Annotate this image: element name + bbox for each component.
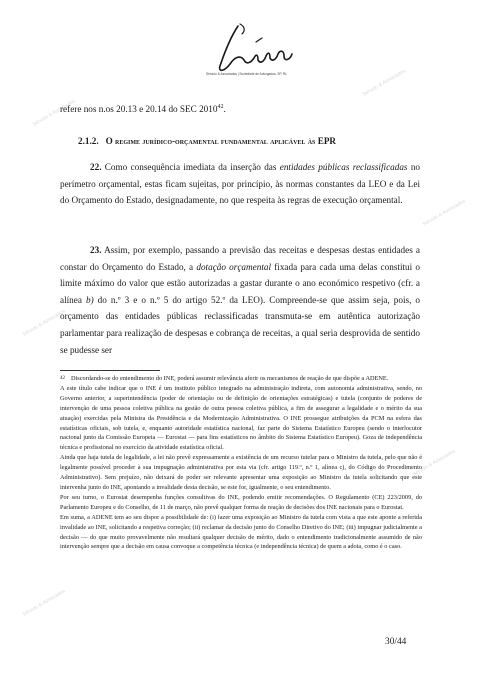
footnote-number: 42 [60, 376, 65, 381]
watermark: Sérvulo & Associados [31, 98, 77, 128]
footnote-text: Em suma, a ADENE tem ao seu dispor a possibilidade de: [60, 513, 210, 521]
paragraph-number: 23. [90, 245, 102, 255]
intro-end: . [223, 104, 226, 114]
footnote-paragraph [60, 513, 422, 553]
section-number: 2.1.2. [78, 136, 99, 146]
heading-prefix: O [105, 136, 113, 146]
intro-text: refere nos n.os 20.13 e 20.14 do SEC 2010 [60, 104, 218, 114]
paragraph-text: Como consequência imediata da inserção das [101, 162, 280, 172]
footnote-paragraph: A este título cabe indicar que o INE é um instituto público integrado na administração indireta, com autonomia administrativa, sendo, no Governo anterior, a superintendência (poder de orientação ou de definição de orientações estratégicas) e tutela (conjunto de poderes de intervenção de uma pessoa coletiva pública na gestão de outra pessoa coletiva pública, a fim de assegurar a legalidade e o mérito da sua atuação) exercidas pela Ministra da Presidência e da Modernização Administrativa. O INE prossegue atribuições da PCM na esfera das estatísticas oficiais, sob tutela, e, enquanto autoridade estatística nacional, faz parte do Sistema Estatístico Europeu (sendo o interlocutor nacional junto da Comissão Europeia — Eurostat — para fins estatísticos no âmbito do Sistema Estatístico Europeu). Goza de independência técnica e profissional no exercício da atividade estatística oficial. [60, 384, 422, 452]
paragraph-emphasis: b) [85, 294, 94, 305]
paragraph-number: 22. [90, 162, 102, 172]
paragraph-text: fixada para cada uma delas constitui o limite máximo do valor que estão autorizadas a gastar durante o ano económico respetivo (cfr. a alínea [60, 261, 420, 305]
section-heading [78, 136, 336, 146]
footnote-ref[interactable]: 42 [217, 103, 224, 110]
paragraph-text: do n.º 3 e o n.º 5 do artigo 52.º da LEO). Compreende-se que assim seja, pois, o orçamento das entidades públicas reclassificadas transmuta-se em autêntica autorização parlamentar para realização de despesas e cobrança de receitas, a qual seria desprovida de sentido se pudesse ser [60, 294, 421, 355]
footnote-paragraph: Discordando-se do entendimento do INE, poderá assumir relevância aferir os mecanismos de reação de que dispõe a ADENE. [71, 375, 389, 382]
paragraph-text: no perímetro orçamental, estas ficam sujeitas, por princípio, às normas constantes da LEO e da Lei do Orçamento do Estado, designadamente, no que respeita às regras de execução orçamental. [60, 162, 421, 206]
heading-suffix: EPR [317, 136, 337, 146]
footnote-paragraph: Ainda que haja tutela de legalidade, a lei não prevê expressamente a existência de um recurso tutelar para o Ministro da tutela, pelo que não é legalmente possível proceder à sua impugnação administrativa por esta via (cfr. artigo 119.º, n.º 1, alínea c), do Código do Procedimento Administrativo). Sem prejuízo, não deixará de poder ser relevante apresentar uma exposição ao Ministro da tutela solicitando que este intervenha junto do INE, apontando a invalidade desta decisão, se este for, igualmente, o seu entendimento. [60, 454, 422, 491]
footnote-paragraph: Por seu turno, o Eurostat desempenha funções consultivas do INE, podendo emitir recomendações. O Regulamento (CE) 223/2009, do Parlamento Europeu e do Conselho, de 11 de março, não prevê qualquer forma de reação de decisões dos INE nacionais para o Eurostat. [60, 493, 422, 511]
footnote-body [71, 374, 422, 384]
page-number: 30/44 [385, 637, 407, 647]
footnote-divider [60, 370, 160, 371]
signature-logo-icon [200, 20, 300, 80]
watermark: Sérvulo & Associados [21, 308, 67, 338]
watermark: Sérvulo & Associados [421, 198, 467, 228]
heading-title: regime jurídico-orçamental fundamental aplicável às [115, 136, 316, 146]
paragraph-emphasis: entidades públicas reclassificadas [279, 162, 408, 172]
footnote-42 [60, 374, 422, 552]
footnote-text: (ii) reclamar da decisão junto do Conselho Diretivo do INE; [192, 523, 347, 531]
watermark: Sérvulo & Associados [21, 588, 67, 618]
paragraph-text: Assim, por exemplo, passando a previsão das receitas e despesas destas entidades a constar do Orçamento do Estado, a [60, 245, 420, 272]
footnote-text: (i) fazer uma exposição ao Ministro da tutela com vista a que este aponte a referida invalidade ao INE, solicitando a respetiva correção; [60, 513, 422, 531]
watermark: Sérvulo & Associados [361, 68, 407, 98]
watermark: Sérvulo & Associados [411, 448, 457, 478]
footnote-text: (iii) impugnar judicialmente a decisão — do que muito provavelmente não resultará qualquer decisão de mérito, dado o entendimento tradicionalmente assumido de não intervenção sempre que a decisão em causa convoque a competência técnica (e independência técnica) de quem a adota, como é o caso. [60, 523, 422, 551]
intro-line [60, 104, 226, 114]
paragraph-22 [60, 159, 420, 209]
paragraph-emphasis: dotação orçamental [196, 261, 272, 272]
logo-subtitle: Sérvulo & Associados | Sociedade de Advogados, SP, RL [206, 72, 288, 76]
paragraph-23 [60, 242, 420, 358]
